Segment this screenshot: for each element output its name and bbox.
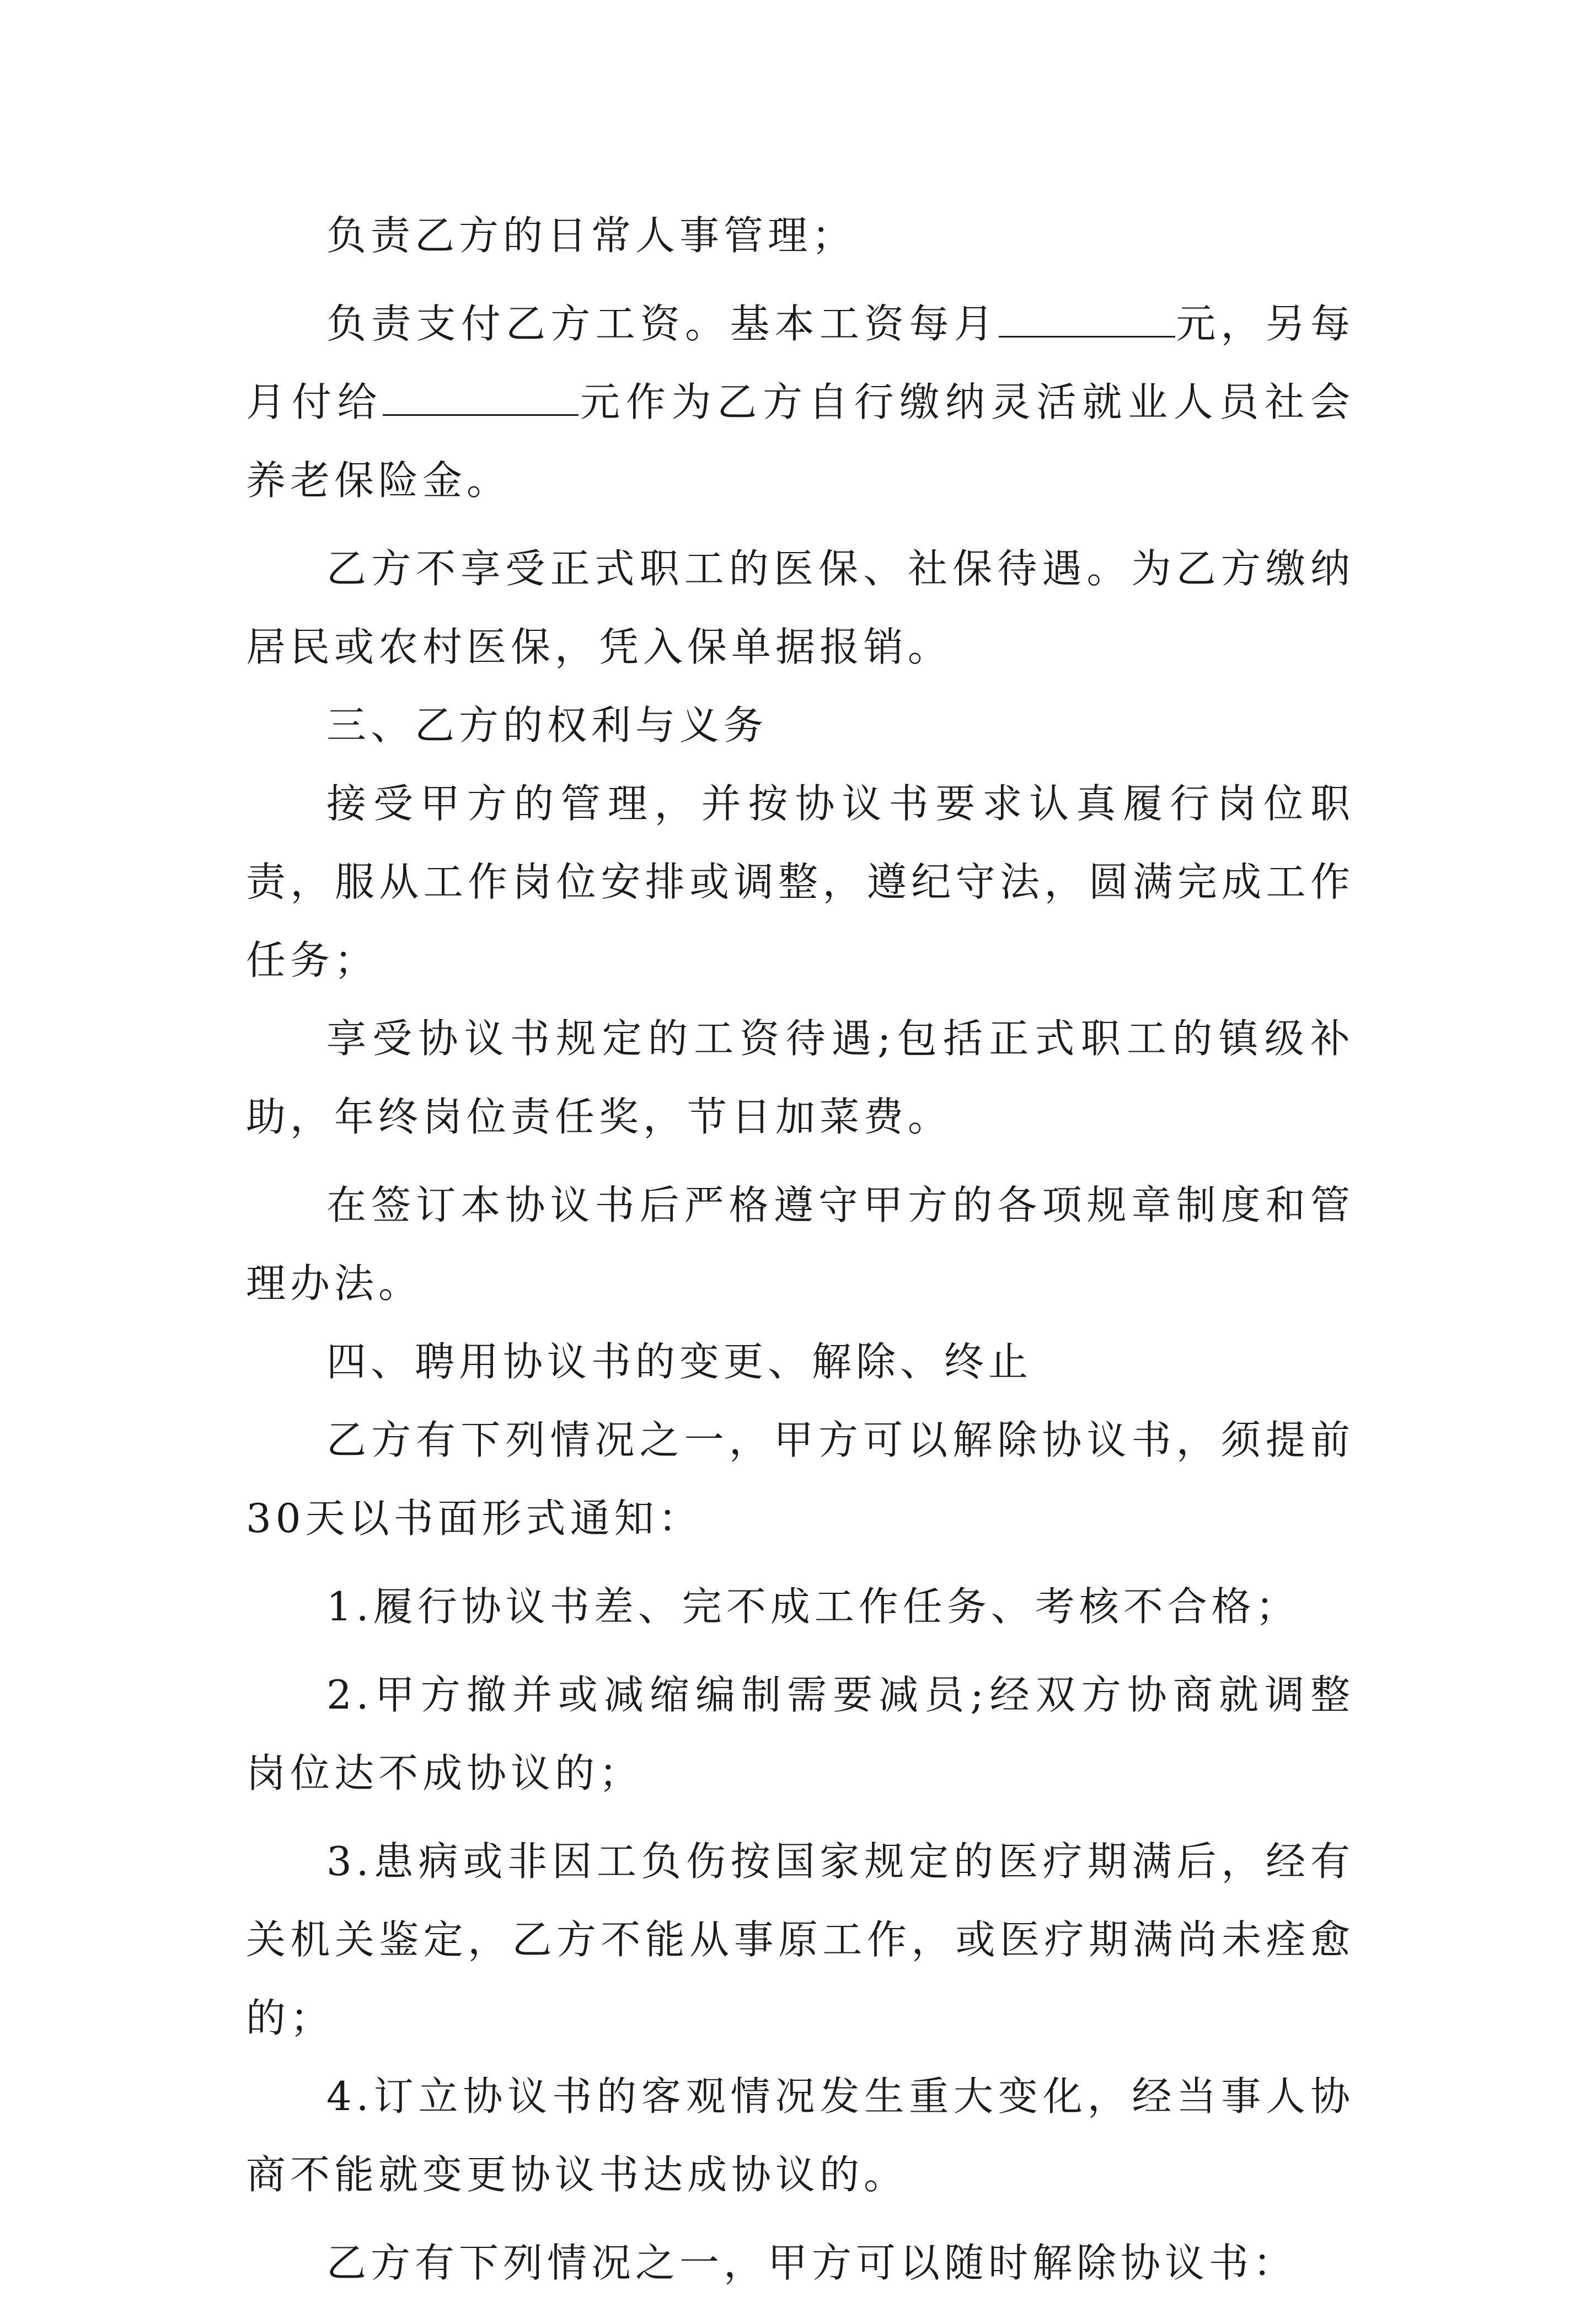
list-item-4: 4.订立协议书的客观情况发生重大变化，经当事人协商不能就变更协议书达成协议的。 — [246, 2073, 1354, 2198]
list-item-1: 1.履行协议书差、完不成工作任务、考核不合格； — [326, 1583, 1300, 1630]
basic-salary-blank — [999, 303, 1175, 338]
paragraph-accept-management: 接受甲方的管理，并按协议书要求认真履行岗位职责，服从工作岗位安排或调整，遵纪守法，圆满完成工作任务； — [246, 780, 1354, 983]
section-heading-change-terminate: 四、聘用协议书的变更、解除、终止 — [326, 1339, 1033, 1385]
list-item-3: 3.患病或非因工负伤按国家规定的医疗期满后，经有关机关鉴定，乙方不能从事原工作，或医疗期满尚未痊愈的； — [246, 1838, 1354, 2041]
paragraph-termination-notice: 乙方有下列情况之一，甲方可以解除协议书，须提前30天以书面形式通知： — [246, 1417, 1354, 1541]
section-heading-rights-duties: 三、乙方的权利与义务 — [326, 702, 768, 748]
list-item-2: 2.甲方撤并或减缩编制需要减员;经双方协商就调整岗位达不成协议的； — [246, 1672, 1354, 1796]
salary-text-before: 负责支付乙方工资。基本工资每月 — [326, 301, 999, 347]
paragraph-comply-rules: 在签订本协议书后严格遵守甲方的各项规章制度和管理办法。 — [246, 1182, 1354, 1307]
salary-text-after: 元作为乙方自行缴纳灵活就业人员社会养老保险金。 — [246, 379, 1354, 504]
paragraph-immediate-termination: 乙方有下列情况之一，甲方可以随时解除协议书： — [326, 2240, 1298, 2286]
paragraph-insurance: 乙方不享受正式职工的医保、社保待遇。为乙方缴纳居民或农村医保，凭入保单据报销。 — [246, 545, 1354, 670]
salary-text-middle: 元，另每月付给 — [246, 301, 1354, 425]
paragraph-salary — [246, 285, 1354, 520]
paragraph-salary-benefits: 享受协议书规定的工资待遇;包括正式职工的镇级补助，年终岗位责任奖，节日加菜费。 — [246, 1015, 1354, 1140]
document-body — [246, 196, 1354, 2302]
pension-amount-blank — [383, 381, 579, 416]
paragraph-hr-management: 负责乙方的日常人事管理； — [326, 212, 856, 259]
